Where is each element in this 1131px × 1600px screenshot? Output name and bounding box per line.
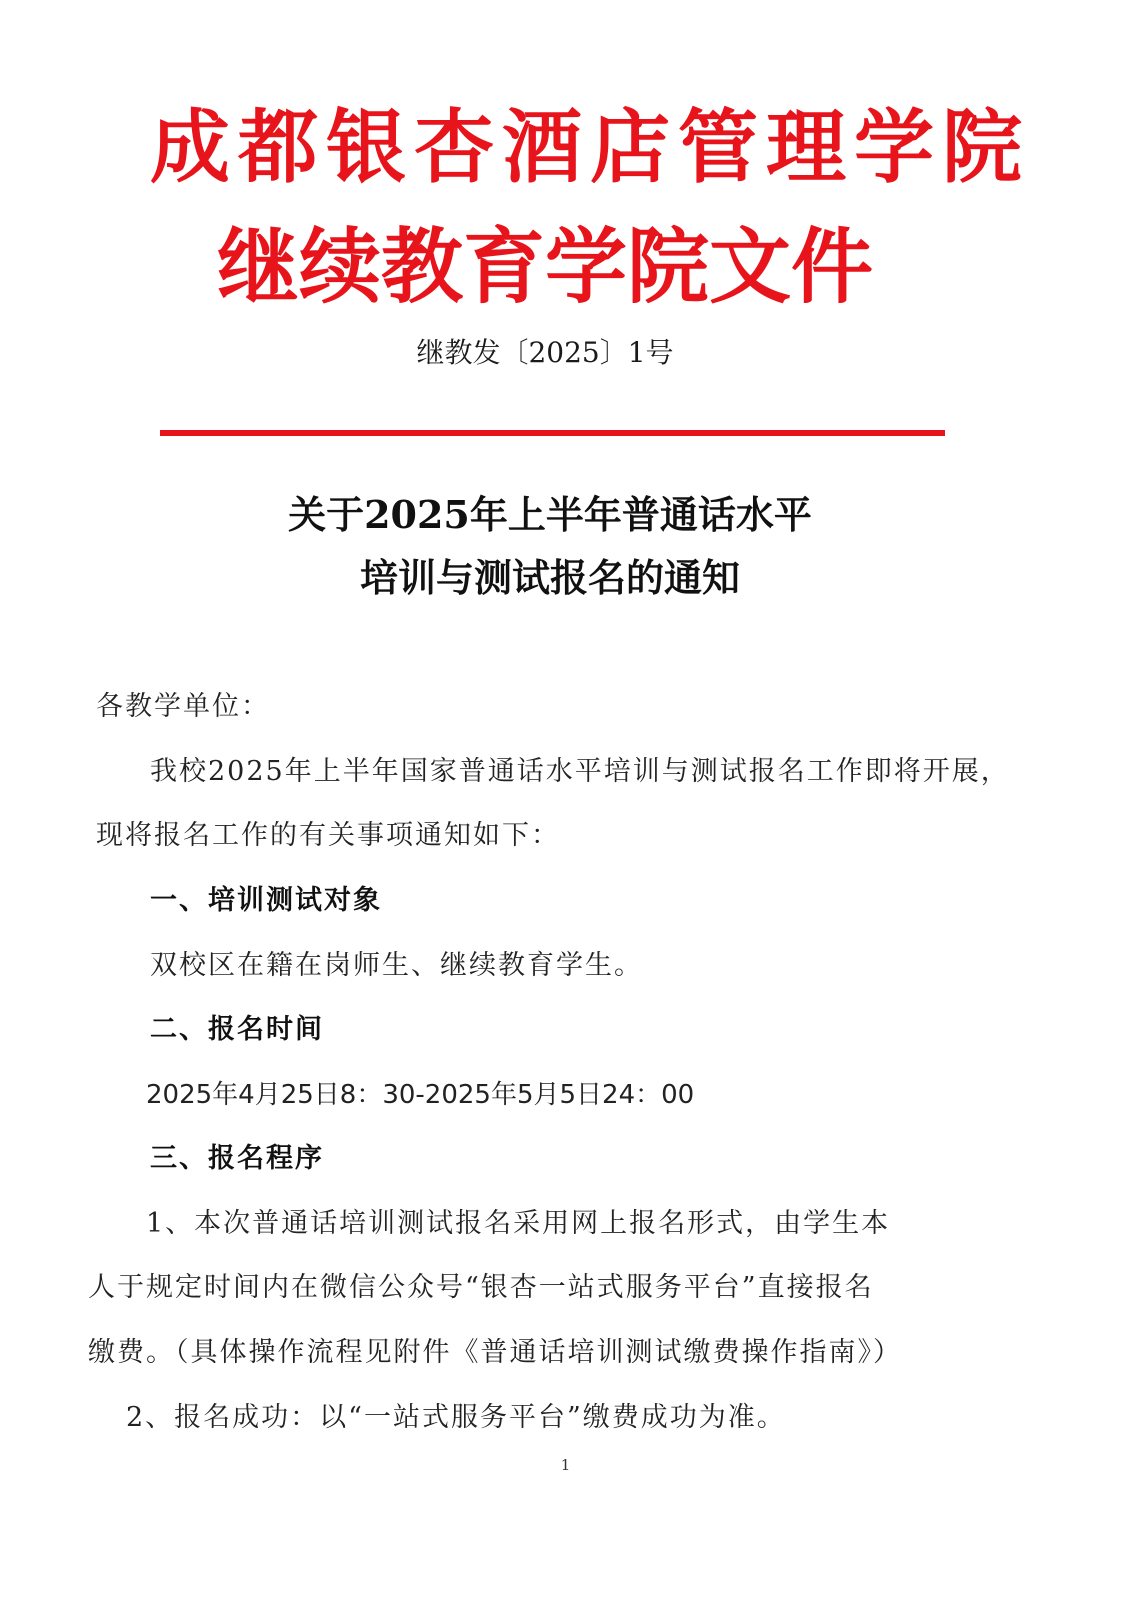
notice-title-line1: 关于2025年上半年普通话水平 [288,492,812,537]
salutation: 各教学单位： [96,691,270,722]
section2-heading: 二、报名时间 [150,1014,324,1045]
intro-line2: 现将报名工作的有关事项通知如下： [96,820,560,851]
section1-text: 双校区在籍在岗师生、继续教育学生。 [150,950,643,981]
item1-line1: 1、本次普通话培训测试报名采用网上报名形式，由学生本 [146,1208,891,1239]
item1-line2: 人于规定时间内在微信公众号“银杏一站式服务平台”直接报名 [88,1272,874,1303]
section3-heading: 三、报名程序 [150,1143,324,1174]
section2-text: 2025年4月25日8：30-2025年5月5日24：00 [146,1080,695,1110]
red-divider-line [160,430,945,436]
section1-heading: 一、培训测试对象 [150,885,382,916]
notice-title-line2: 培训与测试报名的通知 [359,555,740,600]
document-issuer-title: 继续教育学院文件 [216,220,873,315]
document-number: 继教发〔2025〕1号 [416,336,674,369]
item2-text: 2、报名成功：以“一站式服务平台”缴费成功为准。 [126,1402,786,1433]
institution-name: 成都银杏酒店管理学院 [150,101,1030,194]
intro-line1: 我校2025年上半年国家普通话水平培训与测试报名工作即将开展， [150,756,1010,787]
page-number: 1 [560,1456,571,1474]
item1-line3: 缴费。（具体操作流程见附件《普通话培训测试缴费操作指南》） [88,1337,902,1368]
